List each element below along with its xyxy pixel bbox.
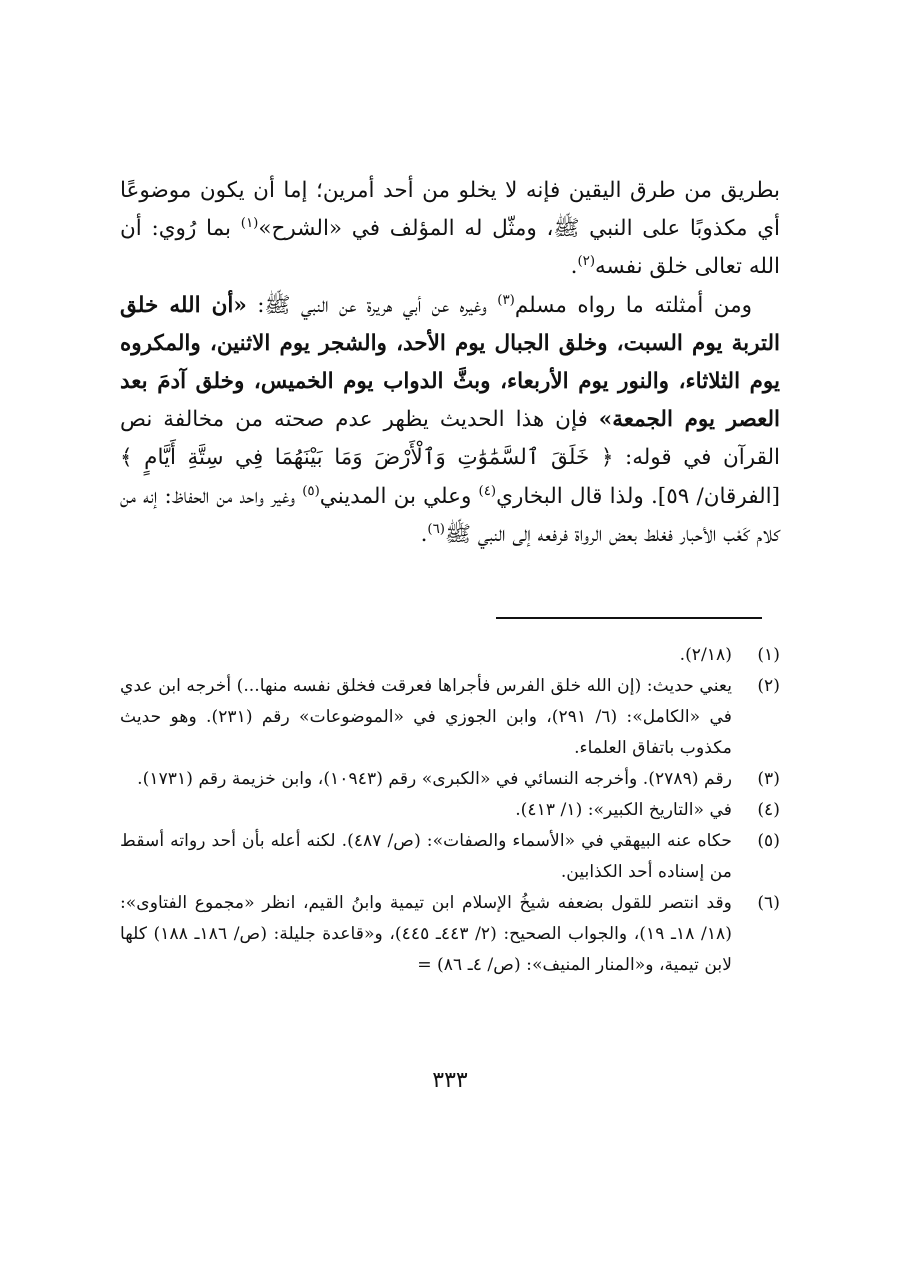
- footnote-ref[interactable]: (٣): [497, 292, 515, 308]
- paragraph-text: ومن أمثلته ما رواه مسلم: [514, 292, 752, 318]
- paragraph-text: .: [570, 254, 578, 280]
- paragraph-text: وغيره عن أبي هريرة عن النبي ﷺ:: [246, 292, 498, 318]
- hadith-quote: «أن الله خلق التربة يوم السبت، وخلق الجبال يوم الأحد، والشجر يوم الاثنين، والمكروه يوم الثلاثاء، والنور يوم الأربعاء، وبثَّ الدواب يوم الخميس، وخلق آدمَ بعد العصر يوم الجمعة»: [120, 292, 780, 433]
- footnote-item: [120, 795, 780, 826]
- paragraph-text: وغير واحد من الحفاظ: إنه من كلام كَعْب الأحبار فغلط بعض الرواة فرفعه إلى النبي ﷺ: [120, 483, 780, 547]
- paragraph-text: بما رُوي: أن الله تعالى خلق نفسه: [120, 216, 780, 280]
- footnote-number: (٣): [757, 769, 780, 789]
- footnote-text: رقم (٢٧٨٩). وأخرجه النسائي في «الكبرى» رقم (١٠٩٤٣)، وابن خزيمة رقم (١٧٣١).: [137, 769, 732, 789]
- footnote-ref[interactable]: (١): [240, 216, 259, 232]
- paragraph-text: بطريق من طرق اليقين فإنه لا يخلو من أحد أمرين؛ إما أن يكون موضوعًا أي مكذوبًا على النبي ﷺ، ومثّل له المؤلف في «الشرح»: [120, 178, 780, 242]
- footnote-item: [120, 640, 780, 671]
- footnote-number: (٤): [757, 800, 780, 820]
- footnote-number: (١): [757, 645, 780, 665]
- footnote-divider: [496, 617, 762, 619]
- footnote-text: (٢/١٨).: [679, 645, 732, 665]
- footnote-text: وقد انتصر للقول بضعفه شيخُ الإسلام ابن تيمية وابنُ القيم، انظر «مجموع الفتاوى»: (١٨/ ١٨ـ ١٩)، والجواب الصحيح: (٢/ ٤٤٣ـ ٤٤٥)، و«قاعدة جليلة: (ص/ ١٨٦ـ ١٨٨) كلها لابن تيمية، و«المنار المنيف»: (ص/ ٤ـ ٨٦) =: [120, 893, 733, 975]
- footnote-ref[interactable]: (٤): [478, 483, 497, 499]
- footnote-ref[interactable]: (٦): [427, 521, 445, 537]
- footnotes: [120, 640, 780, 981]
- footnote-item: [120, 888, 780, 981]
- footnote-text: حكاه عنه البيهقي في «الأسماء والصفات»: (ص/ ٤٨٧). لكنه أعله بأن أحد رواته أسقط من إسناده أحد الكذابين.: [120, 831, 732, 882]
- footnote-number: (٢): [757, 676, 780, 696]
- footnote-text: يعني حديث: (إن الله خلق الفرس فأجراها فعرقت فخلق نفسه منها...) أخرجه ابن عدي في «الكامل»: (٦/ ٢٩١)، وابن الجوزي في «الموضوعات» رقم (٢٣١). وهو حديث مكذوب باتفاق العلماء.: [120, 676, 732, 758]
- footnote-number: (٦): [757, 893, 780, 913]
- paragraph-1: [120, 172, 780, 287]
- page-number: ٣٣٣: [432, 1068, 468, 1093]
- footnote-item: [120, 826, 780, 888]
- paragraph-text: فإن هذا الحديث يظهر عدم صحته من مخالفة نص القرآن في قوله: ﴿ خَلَقَ ٱلسَّمَٰوَٰتِ وَٱلْأَرْضَ وَمَا بَيْنَهُمَا فِي سِتَّةِ أَيَّامٍ ﴾ [الفرقان/ ٥٩]. ولذا قال البخاري: [120, 407, 780, 509]
- footnote-ref[interactable]: (٥): [302, 483, 320, 499]
- main-text: [120, 172, 780, 554]
- footnote-number: (٥): [757, 831, 780, 851]
- footnote-ref[interactable]: (٢): [577, 254, 596, 270]
- paragraph-text: وعلي بن المديني: [319, 483, 479, 509]
- paragraph-2: [120, 287, 780, 554]
- footnote-item: [120, 764, 780, 795]
- footnote-item: [120, 671, 780, 764]
- footnote-text: في «التاريخ الكبير»: (١/ ٤١٣).: [515, 800, 732, 820]
- paragraph-text: .: [420, 521, 428, 547]
